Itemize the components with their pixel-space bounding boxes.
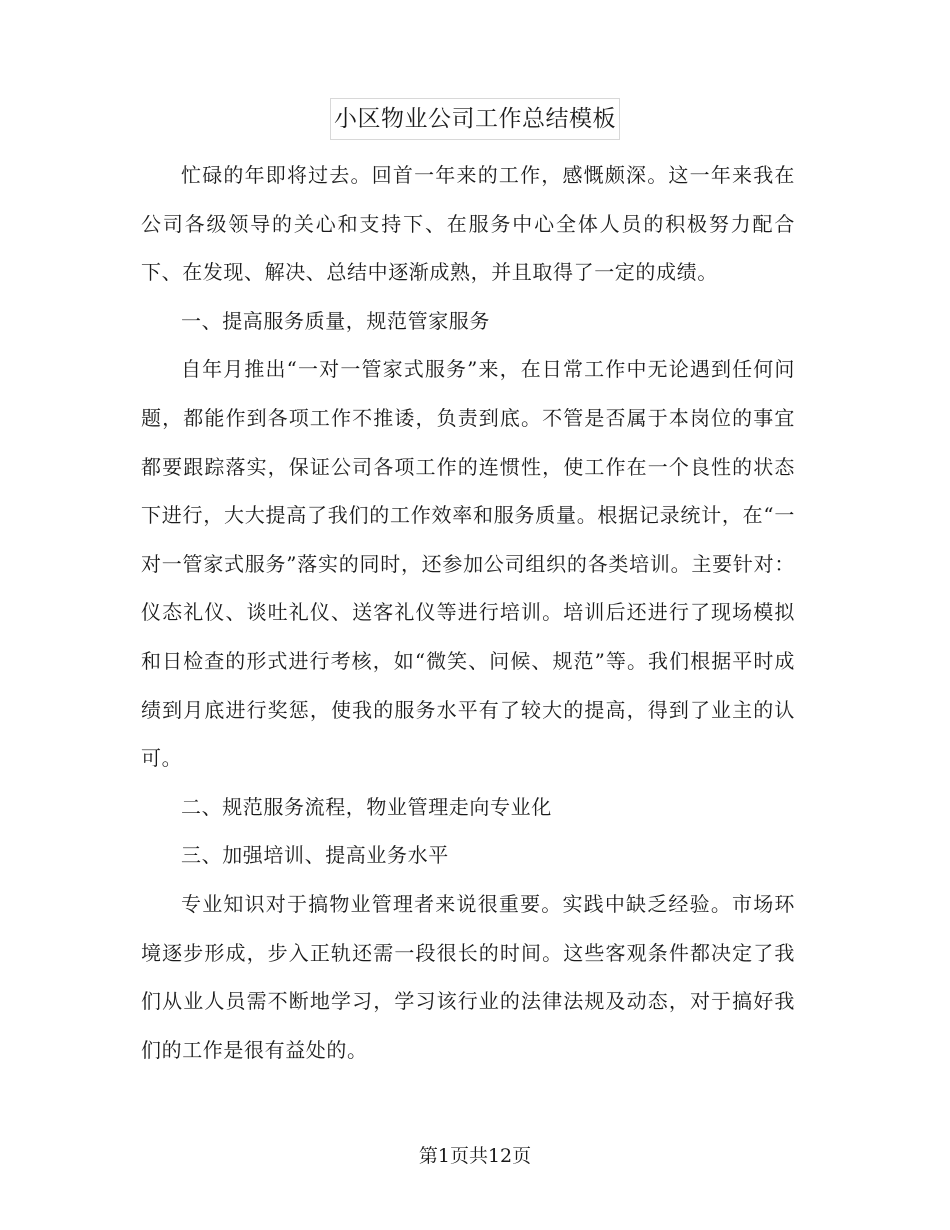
heading-section-1: 一、提高服务质量，规范管家服务 bbox=[181, 308, 490, 333]
heading-section-2: 二、规范服务流程，物业管理走向专业化 bbox=[181, 794, 552, 819]
paragraph-section-1: 自年月推出“一对一管家式服务”来，在日常工作中无论遇到任何问题，都能作到各项工作不推诿，负责到底。不管是否属于本岗位的事宜都要跟踪落实，保证公司各项工作的连惯性，使工作在一个良性的状态下进行，大大提高了我们的工作效率和服务质量。根据记录统计，在“一对一管家式服务”落实的同时，还参加公司组织的各类培训。主要针对：仪态礼仪、谈吐礼仪、送客礼仪等进行培训。培训后还进行了现场模拟和日检查的形式进行考核，如“微笑、问候、规范”等。我们根据平时成绩到月底进行奖惩，使我的服务水平有了较大的提高，得到了业主的认可。 bbox=[141, 357, 795, 771]
document-body bbox=[141, 151, 795, 1074]
paragraph-intro: 忙碌的年即将过去。回首一年来的工作，感慨颇深。这一年来我在公司各级领导的关心和支持下、在服务中心全体人员的积极努力配合下、在发现、解决、总结中逐渐成熟，并且取得了一定的成绩。 bbox=[141, 163, 795, 285]
paragraph-section-3: 专业知识对于搞物业管理者来说很重要。实践中缺乏经验。市场环境逐步形成，步入正轨还需一段很长的时间。这些客观条件都决定了我们从业人员需不断地学习，学习该行业的法律法规及动态，对于搞好我们的工作是很有益处的。 bbox=[141, 891, 795, 1062]
page-number-footer: 第1页共12页 bbox=[418, 1145, 532, 1167]
document-title[interactable]: 小区物业公司工作总结模板 bbox=[330, 98, 620, 140]
heading-section-3: 三、加强培训、提高业务水平 bbox=[181, 843, 449, 868]
title-container bbox=[0, 98, 950, 140]
